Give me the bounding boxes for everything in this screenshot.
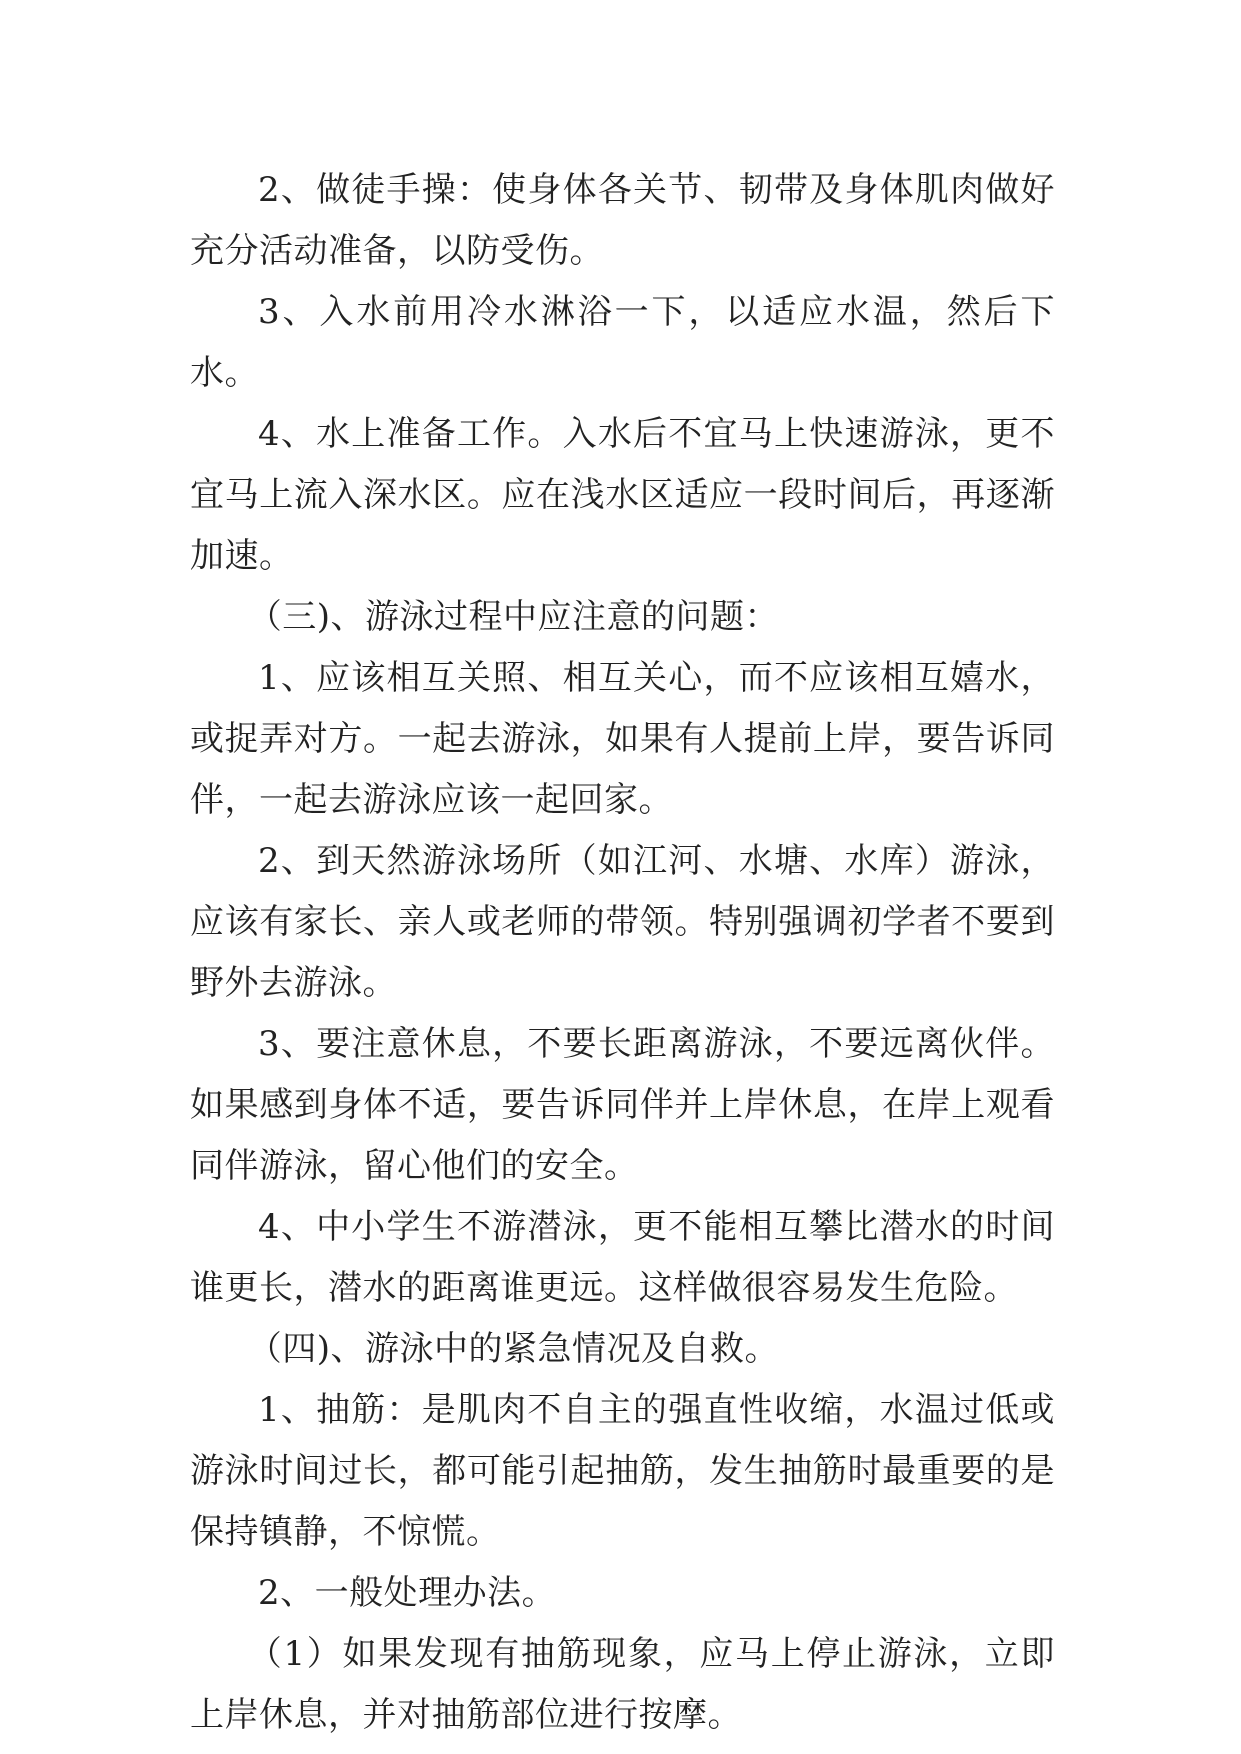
section-heading-emergency-self-rescue: （四)、游泳中的紧急情况及自救。 — [247, 1329, 780, 1369]
paragraph-stop-and-massage: （1）如果发现有抽筋现象，应马上停止游泳，立即上岸休息，并对抽筋部位进行按摩。 — [190, 1634, 1055, 1735]
paragraph-cramp: 1、抽筋：是肌肉不自主的强直性收缩，水温过低或游泳时间过长，都可能引起抽筋，发生抽筋时最重要的是保持镇静，不惊慌。 — [190, 1390, 1055, 1552]
paragraph-natural-swimming-places: 2、到天然游泳场所（如江河、水塘、水库）游泳，应该有家长、亲人或老师的带领。特别强调初学者不要到野外去游泳。 — [190, 841, 1055, 1003]
paragraph-water-preparation: 4、水上准备工作。入水后不宜马上快速游泳，更不宜马上流入深水区。应在浅水区适应一段时间后，再逐渐加速。 — [190, 414, 1055, 576]
paragraph-rest-attention: 3、要注意休息，不要长距离游泳，不要远离伙伴。如果感到身体不适，要告诉同伴并上岸休息，在岸上观看同伴游泳，留心他们的安全。 — [190, 1024, 1055, 1186]
paragraph-no-diving: 4、中小学生不游潜泳，更不能相互攀比潜水的时间谁更长，潜水的距离谁更远。这样做很容易发生危险。 — [190, 1207, 1055, 1308]
paragraph-cold-shower: 3、入水前用冷水淋浴一下，以适应水温，然后下水。 — [190, 292, 1055, 393]
document-body — [190, 160, 1055, 1746]
paragraph-general-handling: 2、一般处理办法。 — [258, 1573, 557, 1613]
paragraph-care-for-each-other: 1、应该相互关照、相互关心，而不应该相互嬉水，或捉弄对方。一起去游泳，如果有人提前上岸，要告诉同伴，一起去游泳应该一起回家。 — [190, 658, 1055, 820]
section-heading-swimming-precautions: （三)、游泳过程中应注意的问题： — [247, 597, 780, 637]
paragraph-warmup-exercise: 2、做徒手操：使身体各关节、韧带及身体肌肉做好充分活动准备，以防受伤。 — [190, 170, 1055, 271]
